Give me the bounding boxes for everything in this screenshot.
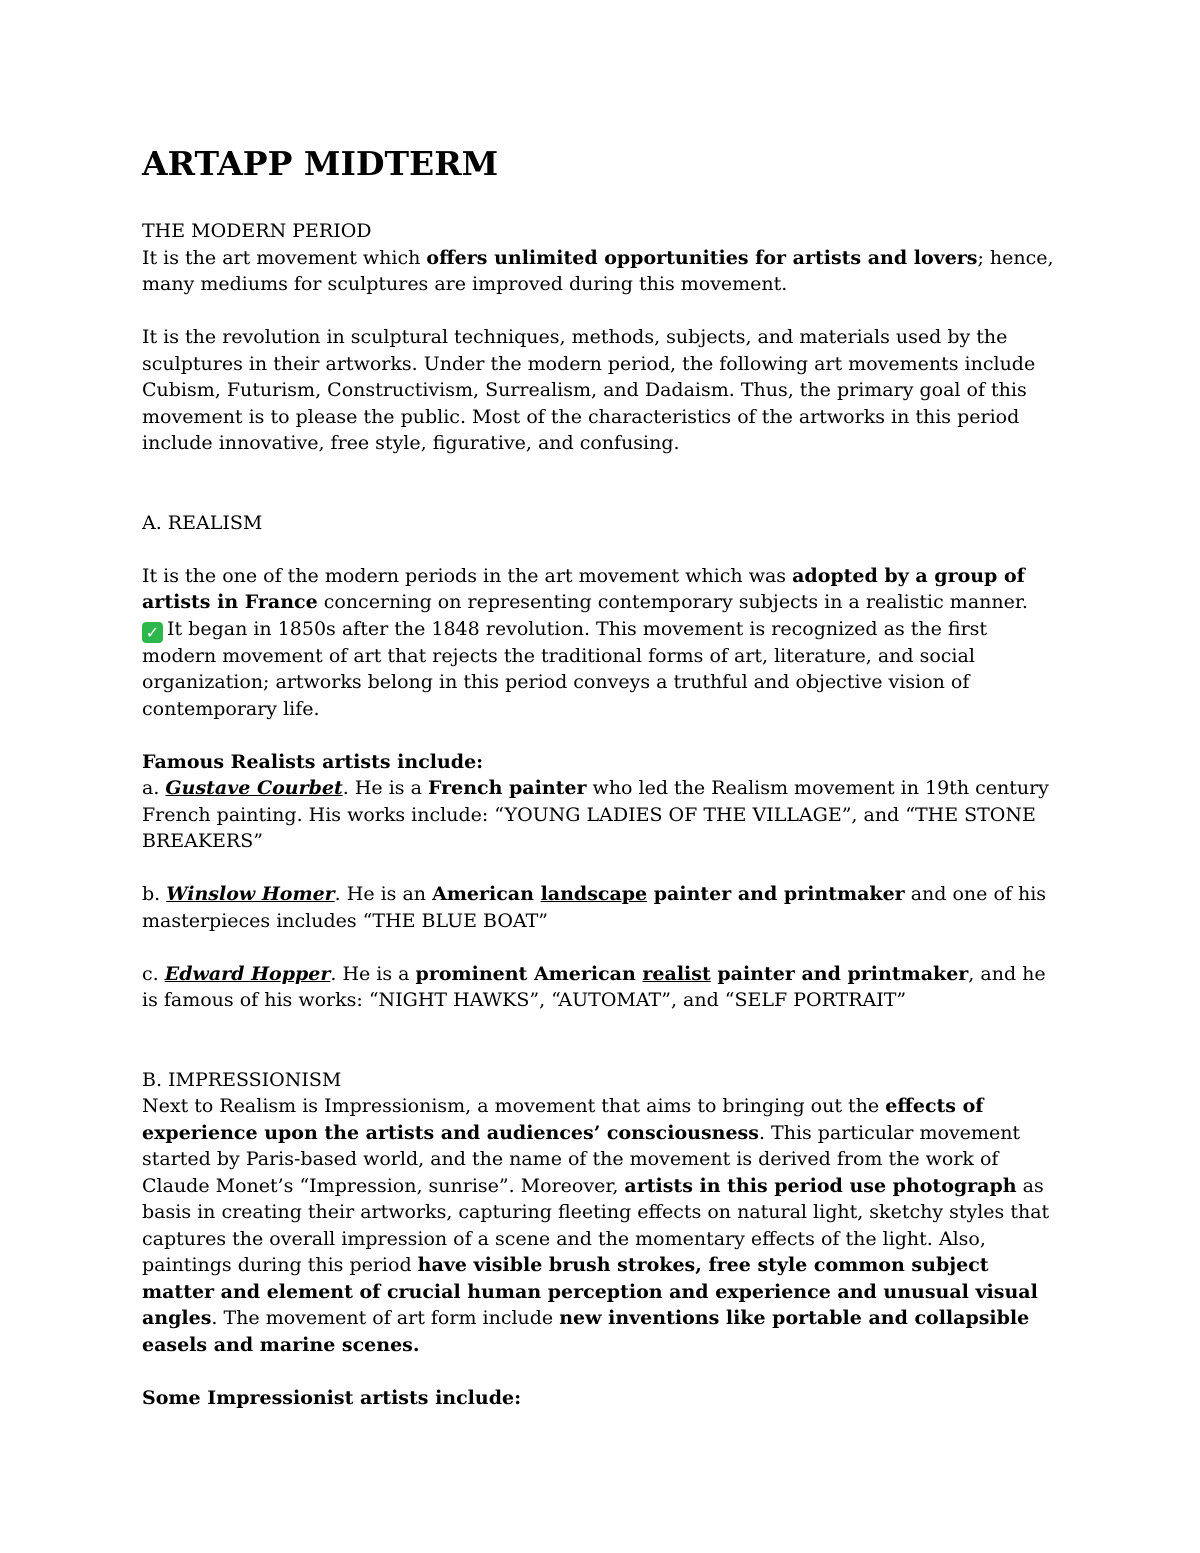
realism-paragraph: It is the one of the modern periods in the art movement which was adopted by a group of artists in France concerning on representing contemporary subjects in a realistic manner. ✓ It began in 1850s after the 1848 revolution. This movement is recognized as the first modern movement of art that rejects the traditional forms of art, literature, and social organization; artworks belong in this period conveys a truthful and objective vision of contemporary life. <box>142 564 1028 720</box>
artist-name-courbet: Gustave Courbet <box>165 777 343 799</box>
impressionism-heading: B. IMPRESSIONISM <box>142 1068 342 1091</box>
document-title: ARTAPP MIDTERM <box>142 144 499 183</box>
modern-period-paragraph-1: It is the art movement which offers unlimited opportunities for artists and lovers; hence, many mediums for sculptures are improved during this movement. <box>142 246 1054 295</box>
artist-entry-hopper: c. Edward Hopper. He is a prominent American realist painter and printmaker, and he is famous of his works: “NIGHT HAWKS”, “AUTOMAT”, and “SELF PORTRAIT” <box>142 962 1046 1011</box>
realism-artists-heading: Famous Realists artists include: <box>142 750 484 773</box>
artist-entry-courbet: a. Gustave Courbet. He is a French painter who led the Realism movement in 19th century French painting. His works include: “YOUNG LADIES OF THE VILLAGE”, and “THE STONE BREAKERS” <box>142 777 1049 852</box>
impressionism-artists-heading: Some Impressionist artists include: <box>142 1386 522 1409</box>
artist-name-hopper: Edward Hopper <box>164 962 331 985</box>
document-body <box>142 142 1057 1411</box>
realism-heading: A. REALISM <box>142 511 263 534</box>
modern-period-heading: THE MODERN PERIOD <box>142 220 372 242</box>
checkmark-icon: ✓ <box>142 622 163 643</box>
modern-period-paragraph-2: It is the revolution in sculptural techniques, methods, subjects, and materials used by the sculptures in their artworks. Under the modern period, the following art movements include Cubism, Futurism, Constructivism, Surrealism, and Dadaism. Thus, the primary goal of this movement is to please the public. Most of the characteristics of the artworks in this period include innovative, free style, figurative, and confusing. <box>142 326 1036 454</box>
artist-name-homer: Winslow Homer <box>166 883 335 905</box>
artist-entry-homer: b. Winslow Homer. He is an American landscape painter and printmaker and one of his masterpieces includes “THE BLUE BOAT” <box>142 883 1047 932</box>
impressionism-paragraph: Next to Realism is Impressionism, a movement that aims to bringing out the effects of experience upon the artists and audiences’ consciousness. This particular movement started by Paris-based world, and the name of the movement is derived from the work of Claude Monet’s “Impression, sunrise”. Moreover, artists in this period use photograph as basis in creating their artworks, capturing fleeting effects on natural light, sketchy styles that captures the overall impression of a scene and the momentary effects of the light. Also, paintings during this period have visible brush strokes, free style common subject matter and element of crucial human perception and experience and unusual visual angles. The movement of art form include new inventions like portable and collapsible easels and marine scenes. <box>142 1095 1050 1356</box>
